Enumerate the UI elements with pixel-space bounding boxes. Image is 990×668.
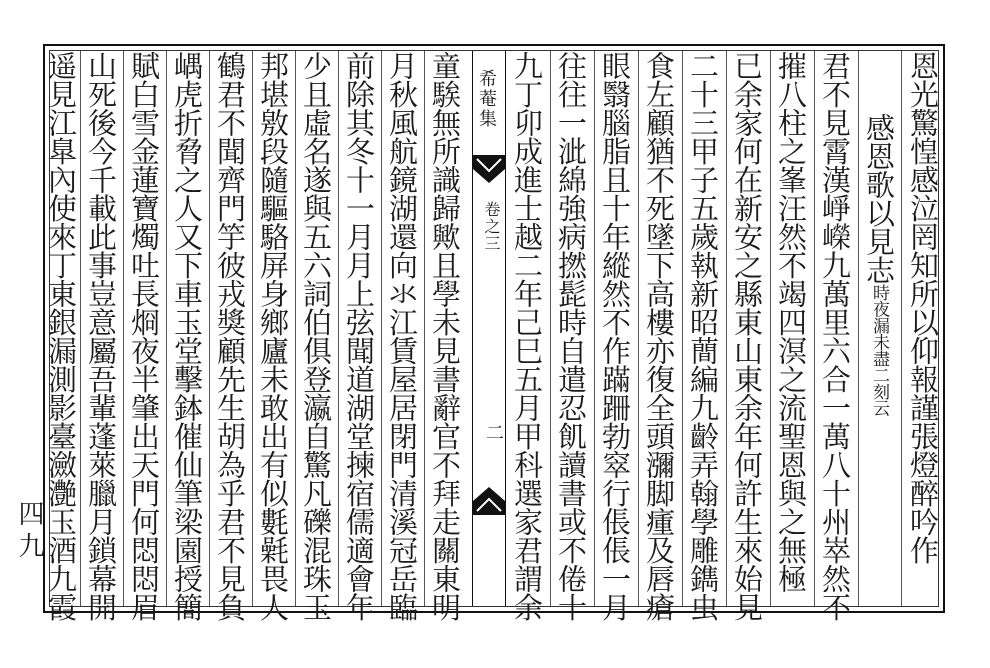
column-rule bbox=[550, 51, 551, 606]
column-rule bbox=[295, 51, 296, 606]
text-column-l10: 遥見江臯內使來丁東銀漏測影臺瀲灔玉酒九霞 bbox=[44, 51, 78, 621]
text-column-l3: 前除其冬十一月月上弦聞道湖堂揀宿儒適會年 bbox=[342, 51, 376, 621]
column-rule bbox=[338, 51, 339, 606]
column-rule bbox=[381, 51, 382, 606]
upper-fishtail-mark bbox=[473, 155, 505, 195]
column-rule bbox=[209, 51, 210, 606]
column-rule bbox=[726, 51, 727, 606]
column-rule bbox=[638, 51, 639, 606]
text-column-r7: 食左顧猶不死墜下高樓亦復全頭瀰脚瘇及唇瘡 bbox=[642, 51, 676, 621]
column-rule bbox=[80, 51, 81, 606]
text-column-l8: 賦白雪金蓮寶燭吐長烱夜半肇出天門何悶悶眉 bbox=[127, 51, 161, 621]
text-column-r4: 摧八柱之峯汪然不竭四溟之流聖恩與之無極 bbox=[774, 51, 808, 593]
column-rule bbox=[123, 51, 124, 606]
text-column-l7: 嵎虎折脅之人又下車玉堂擊鉢催仙筆梁園授簡 bbox=[170, 51, 204, 621]
poem-title-text: 感恩歌以見志 bbox=[862, 113, 896, 284]
text-column-l9: 山死後今千載此事豈意屬吾輩蓬萊臘月鎖幕開 bbox=[84, 51, 118, 621]
leaf-number: 二 bbox=[483, 423, 504, 441]
lower-fishtail-mark bbox=[473, 475, 505, 515]
column-rule bbox=[166, 51, 167, 606]
page-number: 四九 bbox=[14, 500, 44, 564]
volume-label: 卷之三 bbox=[482, 201, 501, 252]
column-rule bbox=[682, 51, 683, 606]
text-column-r3: 君不見霄漢崢嶸九萬里六合一萬八十州崒然不 bbox=[818, 51, 852, 621]
text-column-r10: 九丁卯成進士越二年己巳五月甲科選家君謂余 bbox=[510, 51, 544, 621]
column-rule bbox=[252, 51, 253, 606]
page-frame bbox=[43, 44, 945, 621]
text-column-l2: 月秋風航鏡湖還向氺江賃屋居閉門清溪冠岳臨 bbox=[385, 51, 419, 621]
poem-title bbox=[862, 51, 896, 668]
book-title: 希菴集 bbox=[476, 69, 497, 129]
column-rule bbox=[858, 51, 859, 606]
text-column-r6: 二十三甲子五歲執新昭蕳編九齡弄翰學雕鐫虫 bbox=[686, 51, 720, 621]
text-column-r8: 眼翳腦脂且十年縱然不作蹣跚勃窣行倀倀一月 bbox=[598, 51, 632, 621]
column-rule bbox=[901, 51, 902, 606]
text-column-l6: 鶴君不聞齊門竽彼戎獎顧先生胡為乎君不見負 bbox=[213, 51, 247, 621]
title-note: 時夜漏未盡二刻云 bbox=[869, 284, 889, 416]
column-rule bbox=[594, 51, 595, 606]
text-column-l4: 少且虛名遂與五六詞伯俱登瀛自驚凡礫混珠玉 bbox=[299, 51, 333, 621]
text-column-l1: 童騃無所識歸歟且學未見書辭官不拜走關東明 bbox=[428, 51, 462, 621]
text-column-r1: 恩光驚惶感泣罔知所以仰報謹張燈醉吟作 bbox=[906, 51, 940, 564]
text-column-l5: 邦堪敫段隨驅駱屏身鄉廬未敢出有似氀氉畏人 bbox=[256, 51, 290, 621]
column-rule bbox=[814, 51, 815, 606]
center-fold bbox=[472, 51, 506, 606]
text-column-r9: 往往一泚綿強病撚髭時自遣忍飢讀書或不倦十 bbox=[554, 51, 588, 621]
column-rule bbox=[424, 51, 425, 606]
text-column-r5: 已余家何在新安之縣東山東余年何許生來始見 bbox=[730, 51, 764, 621]
text-block bbox=[44, 50, 940, 621]
column-rule bbox=[770, 51, 771, 606]
